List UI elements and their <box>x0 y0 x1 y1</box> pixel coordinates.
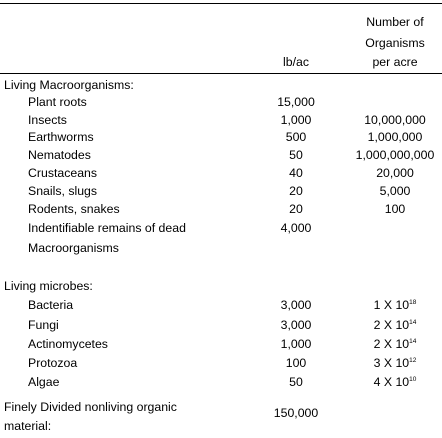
row-count <box>340 296 442 314</box>
row-label: Insects <box>28 113 67 127</box>
count-base: 2 X 10 <box>373 337 410 351</box>
row-label-continued: Macroorganisms <box>28 241 119 255</box>
row-lbac: 4,000 <box>280 221 312 235</box>
row-lbac: 50 <box>289 148 303 162</box>
row-count: 1,000,000 <box>367 130 423 144</box>
row-label: Snails, slugs <box>28 184 98 198</box>
row-count: 1,000,000,000 <box>355 148 435 162</box>
count-exponent: 10 <box>409 376 417 383</box>
row-lbac: 50 <box>289 375 303 389</box>
row-count <box>340 335 442 353</box>
section-title-micro: Living microbes: <box>4 279 93 293</box>
table-top-rule <box>0 3 442 4</box>
row-label: Plant roots <box>28 95 87 109</box>
count-exponent: 14 <box>409 319 417 326</box>
row-count <box>340 373 442 391</box>
row-label: Protozoa <box>28 356 78 370</box>
row-label: Actinomycetes <box>28 337 108 351</box>
row-lbac: 1,000 <box>280 337 312 351</box>
row-label: Earthworms <box>28 130 94 144</box>
row-lbac: 100 <box>285 356 307 370</box>
count-exponent: 12 <box>409 357 417 364</box>
row-label: Crustaceans <box>28 166 98 180</box>
row-count: 10,000,000 <box>364 113 426 127</box>
row-lbac: 3,000 <box>280 298 312 312</box>
header-count-line2: Organisms <box>365 36 425 50</box>
row-count <box>340 316 442 334</box>
count-base: 2 X 10 <box>373 318 410 332</box>
row-label: Bacteria <box>28 298 74 312</box>
row-count: 20,000 <box>376 166 414 180</box>
row-lbac: 500 <box>285 130 307 144</box>
header-count-line1: Number of <box>366 15 424 29</box>
row-label: Rodents, snakes <box>28 202 120 216</box>
header-count-line3: per acre <box>372 55 418 69</box>
row-lbac: 150,000 <box>273 406 319 420</box>
row-lbac: 15,000 <box>277 95 315 109</box>
header-lbac: lb/ac <box>283 55 309 69</box>
row-label: Fungi <box>28 318 59 332</box>
header-rule <box>0 73 442 74</box>
row-lbac: 3,000 <box>280 318 312 332</box>
count-base: 3 X 10 <box>373 356 410 370</box>
row-label: Algae <box>28 375 60 389</box>
row-lbac: 20 <box>289 202 303 216</box>
count-exponent: 18 <box>409 299 417 306</box>
row-lbac: 40 <box>289 166 303 180</box>
row-label: Indentifiable remains of dead <box>28 221 186 235</box>
row-lbac: 20 <box>289 184 303 198</box>
row-count: 100 <box>384 202 406 216</box>
row-lbac: 1,000 <box>280 113 312 127</box>
row-count <box>340 354 442 372</box>
section-title-macro: Living Macroorganisms: <box>4 78 134 92</box>
row-label: Nematodes <box>28 148 91 162</box>
section-title-finely-continued: material: <box>4 419 52 433</box>
section-title-finely: Finely Divided nonliving organic <box>4 400 177 414</box>
count-base: 4 X 10 <box>373 375 410 389</box>
count-base: 1 X 10 <box>373 298 410 312</box>
row-count: 5,000 <box>379 184 411 198</box>
count-exponent: 14 <box>409 338 417 345</box>
